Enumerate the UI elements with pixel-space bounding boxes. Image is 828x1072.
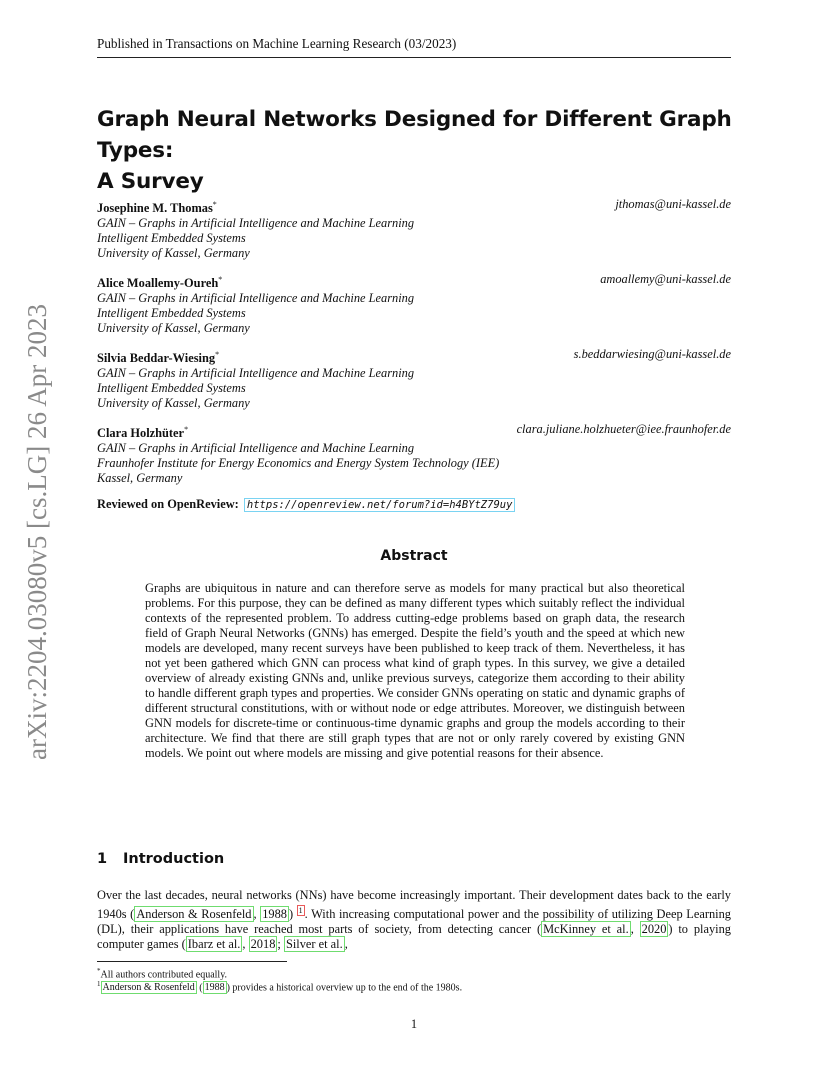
openreview-label: Reviewed on OpenReview:	[97, 497, 239, 511]
author-affiliation: University of Kassel, Germany	[97, 246, 250, 261]
openreview-link[interactable]: https://openreview.net/forum?id=h4BYtZ79uy	[244, 498, 516, 512]
citation-link[interactable]: 2020	[641, 922, 667, 937]
author-email: clara.juliane.holzhueter@iee.fraunhofer.de	[516, 422, 731, 436]
abstract-text: Graphs are ubiquitous in nature and can therefore serve as models for many practical but also theoretical problems. For this purpose, they can be defined as many different types which suitably reflect the individual contexts of the represented problem. To address cutting-edge problems based on graph data, the research field of Graph Neural Networks (GNNs) has emerged. Despite the field’s youth and the speed at which new models are developed, many recent surveys have been published to keep track of them. Nevertheless, it has not yet been gathered which GNN can process what kind of graph types. In this survey, we give a detailed overview of already existing GNNs and, unlike previous surveys, categorize them according to their ability to handle different graph types and properties. We consider GNNs operating on static and dynamic graphs of different structural constitutions, with or without node or edge attributes. Moreover, we distinguish between GNN models for discrete-time or continuous-time dynamic graphs and group the models according to their architecture. We find that there are still graph types that are not or only rarely covered by existing GNN models. We point out where models are missing and give potential reasons for their absence.	[145, 581, 685, 760]
citation-link[interactable]: Ibarz et al.	[187, 937, 241, 952]
author-affiliation: GAIN – Graphs in Artificial Intelligence and Machine Learning	[97, 216, 415, 231]
author-name: Clara Holzhüter*	[97, 425, 189, 441]
citation-link[interactable]: 2018	[250, 937, 276, 952]
citation-link[interactable]: McKinney et al.	[543, 922, 629, 937]
author-affiliation: Kassel, Germany	[97, 471, 183, 486]
author-block-4	[97, 422, 731, 486]
footnote-1: *All authors contributed equally.	[97, 967, 228, 981]
citation-link[interactable]: 1988	[262, 907, 287, 922]
section-heading	[97, 851, 224, 867]
citation-link[interactable]: Anderson & Rosenfeld	[136, 907, 252, 922]
author-affiliation: GAIN – Graphs in Artificial Intelligence and Machine Learning	[97, 291, 415, 306]
author-name: Silvia Beddar-Wiesing*	[97, 350, 220, 366]
openreview-line	[97, 497, 515, 512]
author-block-2	[97, 272, 731, 336]
author-name: Alice Moallemy-Oureh*	[97, 275, 223, 291]
author-affiliation: Intelligent Embedded Systems	[97, 381, 246, 396]
footnote-ref-link[interactable]: 1	[298, 906, 303, 915]
section-number: 1	[97, 851, 108, 867]
page-number: 1	[410, 1017, 418, 1031]
author-email: s.beddarwiesing@uni-kassel.de	[573, 347, 731, 361]
author-affiliation: GAIN – Graphs in Artificial Intelligence and Machine Learning	[97, 366, 415, 381]
abstract-heading: Abstract	[380, 548, 448, 564]
citation-link[interactable]: Anderson & Rosenfeld	[102, 982, 195, 994]
arxiv-stamp: arXiv:2204.03080v5 [cs.LG] 26 Apr 2023	[22, 304, 52, 760]
footnote-rule	[97, 961, 287, 962]
author-affiliation: Intelligent Embedded Systems	[97, 231, 246, 246]
intro-paragraph: Over the last decades, neural networks (NNs) have become increasingly important. Their development dates back to the early 1940s ( Anderson & Rosenfeld , 1988 ) $^1$ . With increasing computational power and the possibility of utilizing Deep Learning (DL), their applications have reached most parts of society, from detecting cancer ( McKinney et al. , 2020 ) to playing computer games ( Ibarz et al. , 2018 ; Silver et al. ,	[97, 888, 731, 952]
footnote-2: $^1$ Anderson & Rosenfeld ( 1988 ) provides a historical overview up to the end of the 1980s.	[97, 980, 463, 994]
citation-link[interactable]: 1988	[204, 982, 225, 994]
author-email: jthomas@uni-kassel.de	[615, 197, 731, 211]
title-line-1: Graph Neural Networks Designed for Different Graph Types:	[97, 107, 732, 163]
citation-link[interactable]: Silver et al.	[285, 937, 343, 952]
author-affiliation: GAIN – Graphs in Artificial Intelligence and Machine Learning	[97, 441, 415, 456]
author-affiliation: Intelligent Embedded Systems	[97, 306, 246, 321]
author-block-1	[97, 197, 731, 261]
author-affiliation: Fraunhofer Institute for Energy Economics and Energy System Technology (IEE)	[97, 456, 500, 471]
running-head: Published in Transactions on Machine Learning Research (03/2023)	[97, 36, 731, 58]
paper-title	[97, 104, 757, 197]
author-email: amoallemy@uni-kassel.de	[600, 272, 731, 286]
author-affiliation: University of Kassel, Germany	[97, 321, 250, 336]
title-line-2: A Survey	[97, 169, 204, 194]
author-name: Josephine M. Thomas*	[97, 200, 217, 216]
author-affiliation: University of Kassel, Germany	[97, 396, 250, 411]
author-block-3	[97, 347, 731, 411]
section-title: Introduction	[123, 851, 225, 867]
